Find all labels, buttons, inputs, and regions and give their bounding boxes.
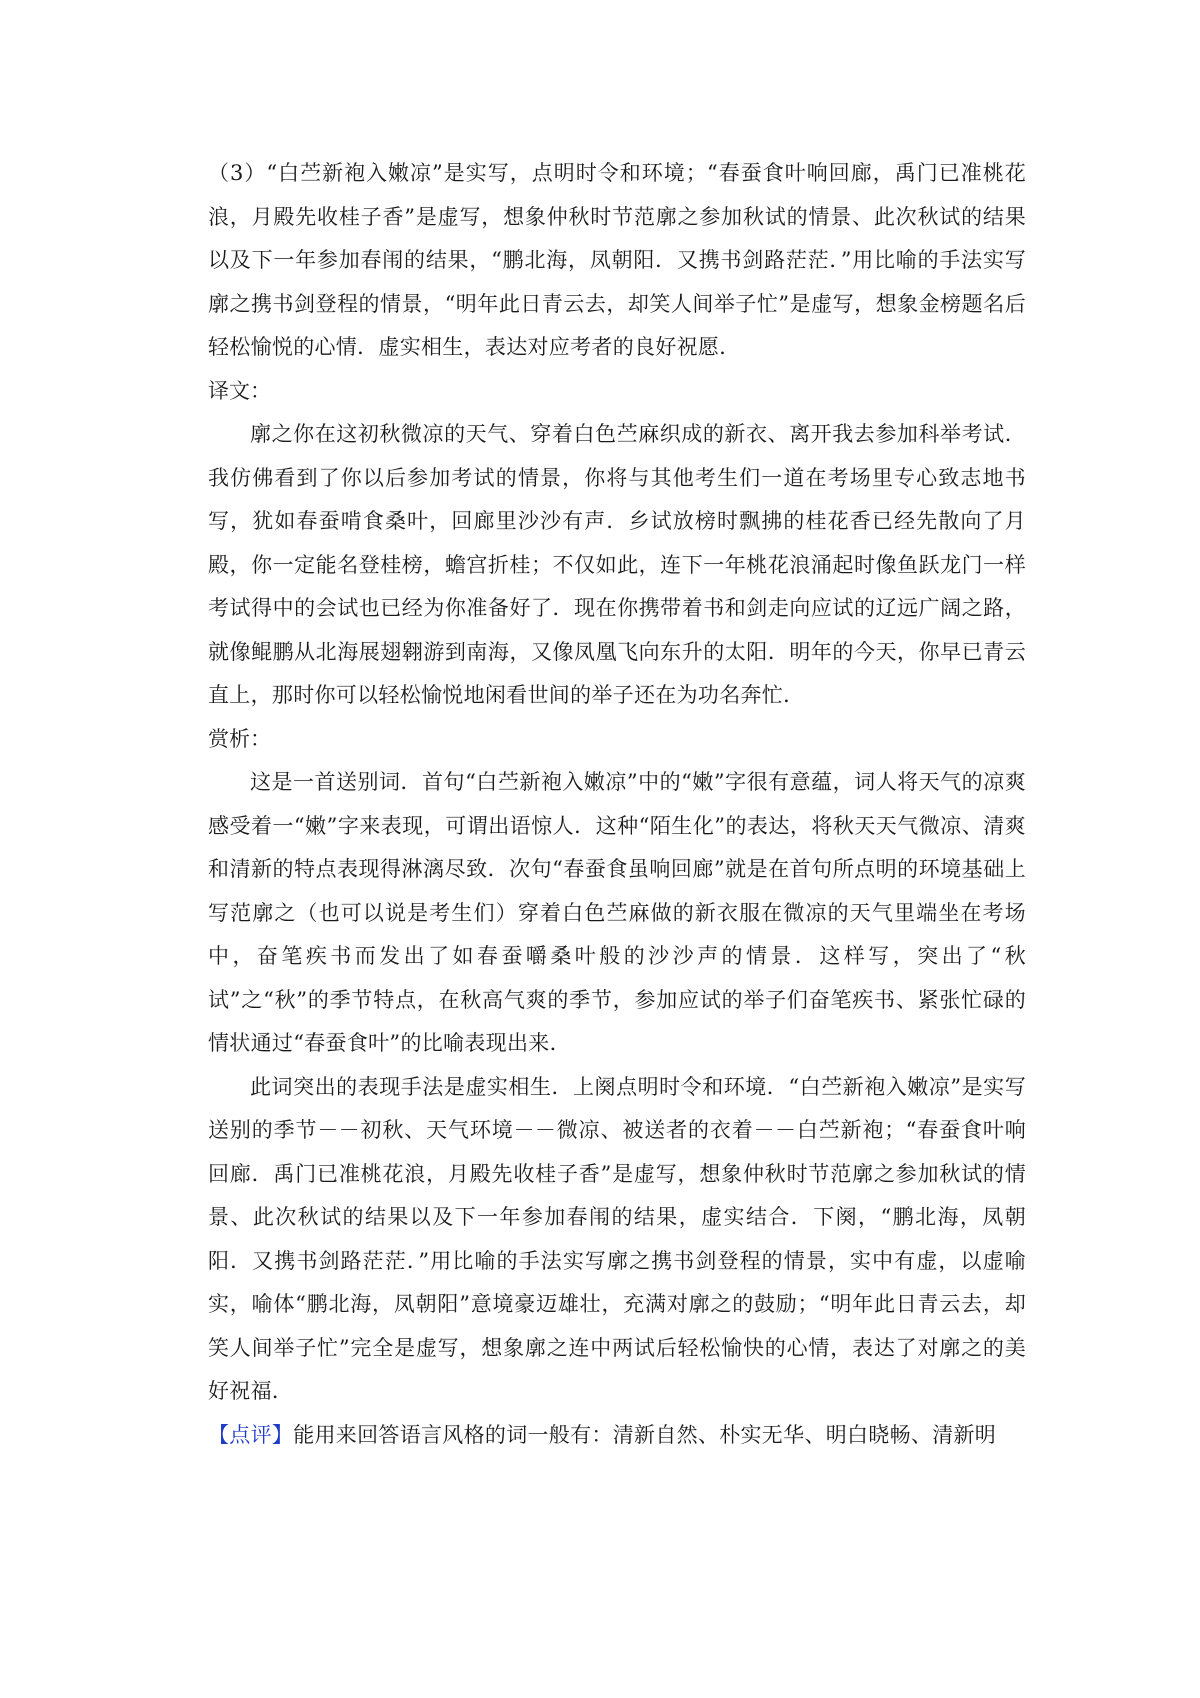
comment-paragraph (208, 1414, 1026, 1458)
document-page (208, 152, 1026, 1457)
comment-text: 能用来回答语言风格的词一般有：清新自然、朴实无华、明白晓畅、清新明 (293, 1422, 997, 1447)
answer-part-3: （3）“白苎新袍入嫩凉”是实写，点明时令和环境；“春蚕食叶响回廊，禹门已准桃花浪，月殿先收桂子香”是虚写，想象仲秋时节范廓之参加秋试的情景、此次秋试的结果以及下一年参加春闱的结果，“鹏北海，凤朝阳．又携书剑路茫茫．”用比喻的手法实写廓之携书剑登程的情景，“明年此日青云去，却笑人间举子忙”是虚写，想象金榜题名后轻松愉悦的心情．虚实相生，表达对应考者的良好祝愿． (208, 161, 1026, 359)
appreciation-paragraph-1: 这是一首送别词．首句“白苎新袍入嫩凉”中的“嫩”字很有意蕴，词人将天气的凉爽感受着一“嫩”字来表现，可谓出语惊人．这种“陌生化”的表达，将秋天天气微凉、清爽和清新的特点表现得淋漓尽致．次句“春蚕食虽响回廊”就是在首句所点明的环境基础上写范廓之（也可以说是考生们）穿着白色苎麻做的新衣服在微凉的天气里端坐在考场中，奋笔疾书而发出了如春蚕嚼桑叶般的沙沙声的情景．这样写，突出了“秋试”之“秋”的季节特点，在秋高气爽的季节，参加应试的举子们奋笔疾书、紧张忙碌的情状通过“春蚕食叶”的比喻表现出来． (208, 770, 1026, 1055)
comment-tag: 【点评】 (208, 1422, 294, 1447)
translation-heading: 译文： (208, 378, 271, 403)
translation-text: 廓之你在这初秋微凉的天气、穿着白色苎麻织成的新衣、离开我去参加科举考试．我仿佛看到了你以后参加考试的情景，你将与其他考生们一道在考场里专心致志地书写，犹如春蚕啃食桑叶，回廊里沙沙有声．乡试放榜时飘拂的桂花香已经先散向了月殿，你一定能名登桂榜，蟾宫折桂；不仅如此，连下一年桃花浪涌起时像鱼跃龙门一样考试得中的会试也已经为你准备好了．现在你携带着书和剑走向应试的辽远广阔之路，就像鲲鹏从北海展翅翱游到南海，又像凤凰飞向东升的太阳．明年的今天，你早已青云直上，那时你可以轻松愉悦地闲看世间的举子还在为功名奔忙． (208, 422, 1026, 707)
appreciation-paragraph-2: 此词突出的表现手法是虚实相生．上阕点明时令和环境．“白苎新袍入嫩凉”是实写送别的季节－－初秋、天气环境－－微凉、被送者的衣着－－白苎新袍；“春蚕食叶响回廊．禹门已准桃花浪，月殿先收桂子香”是虚写，想象仲秋时节范廓之参加秋试的情景、此次秋试的结果以及下一年参加春闱的结果，虚实结合．下阕，“鹏北海，凤朝阳．又携书剑路茫茫．”用比喻的手法实写廓之携书剑登程的情景，实中有虚，以虚喻实，喻体“鹏北海，凤朝阳”意境豪迈雄壮，充满对廓之的鼓励；“明年此日青云去，却笑人间举子忙”完全是虚写，想象廓之连中两试后轻松愉快的心情，表达了对廓之的美好祝福． (208, 1074, 1026, 1403)
appreciation-heading: 赏析： (208, 726, 271, 751)
